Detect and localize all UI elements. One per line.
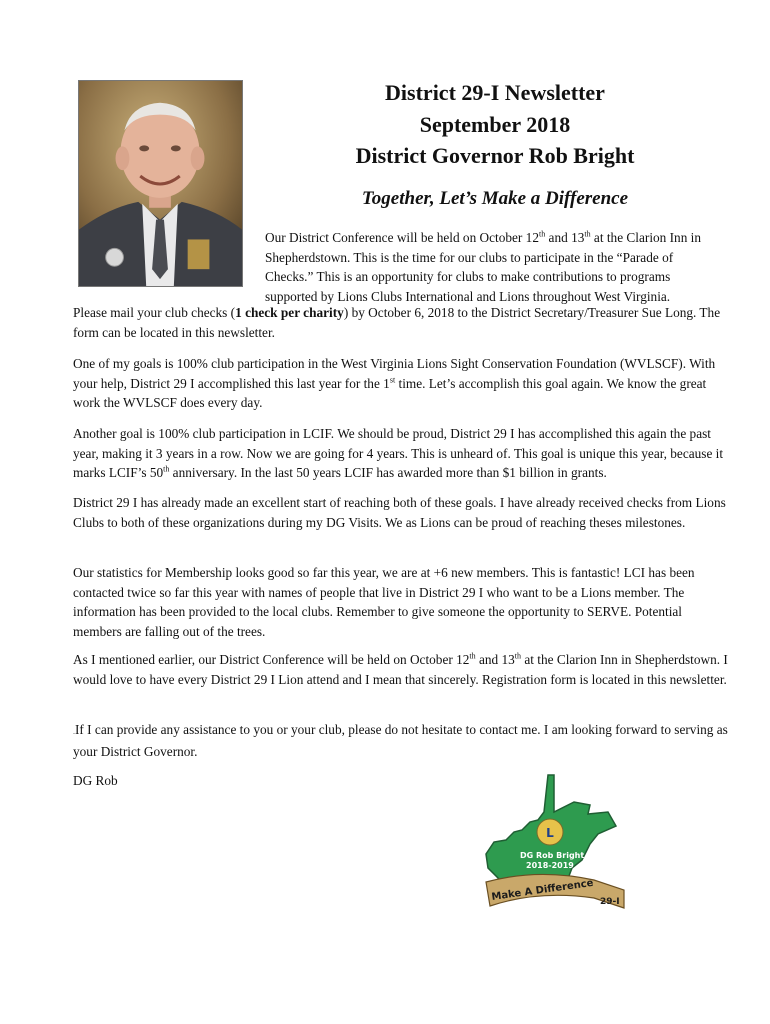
paragraph-text: at the Clarion Inn in Shepherdstown. I would love to have every District 29 I Lion attend and I mean that sincerely. Registration form is located in this newsletter. [73, 652, 728, 687]
svg-text:L: L [546, 826, 554, 840]
newsletter-date: September 2018 [419, 112, 571, 137]
district-label: 29-I [600, 897, 620, 907]
membership-paragraph: Our statistics for Membership looks good so far this year, we are at +6 new members. This is fantastic! LCI has been contacted twice so far this year with names of people that live in District 29 I who want to be a Lions member. The information has been provided to the local clubs. Remember to give someone the opportunity to SERVE. Potential members are falling out of the trees. [73, 565, 695, 639]
assistance-paragraph [73, 720, 733, 761]
intro-text: Please mail your club checks ( [73, 305, 236, 320]
ordinal-suffix: st [389, 375, 396, 385]
signature: DG Rob [73, 773, 118, 788]
paragraph-text: If I can provide any assistance to you or your club, please do not hesitate to contact me. I am looking forward to serving as your District Governor. [73, 722, 728, 759]
ordinal-suffix: th [163, 464, 170, 474]
ordinal-suffix: th [538, 229, 546, 239]
dg-pin-logo [478, 772, 630, 922]
intro-text: ) by October 6, 2018 to the District Secretary/Treasurer Sue Long. The form can be located in this newsletter. [73, 305, 721, 340]
ordinal-suffix: th [469, 651, 476, 661]
goals-paragraph: District 29 I has already made an excellent start of reaching both of these goals. I have already received checks from Lions Clubs to both of these organizations during my DG Visits. We as Lions can be proud of reaching theses milestones. [73, 495, 726, 530]
intro-paragraph [265, 228, 723, 306]
logo-years: 2018-2019 [526, 861, 574, 870]
intro-paragraph-continued [73, 303, 733, 342]
ordinal-suffix: th [584, 229, 591, 239]
paragraph-text: time. Let’s accomplish this goal again. We know the great work the WVLSCF does every day. [73, 375, 707, 411]
tagline: Together, Let’s Make a Difference [361, 188, 629, 209]
logo-name: DG Rob Bright [520, 851, 585, 860]
paragraph-text: Another goal is 100% club participation in LCIF. We should be proud, District 29 I has accomplished this again the past year, making it 3 years in a row. Now we are going for 4 years. This is unheard of. This goal is unique this year, because it marks LCIF’s 50 [73, 426, 724, 481]
paragraph-text: and 13 [475, 652, 515, 667]
intro-text: Our District Conference will be held on October 12 [265, 230, 539, 245]
emphasis-text: 1 check per charity [235, 305, 344, 320]
intro-text: at the Clarion Inn in Shepherdstown. This is the time for our clubs to participate in the “Parade of Checks.” This is an opportunity for clubs to make contributions to programs supported by Lions Clubs International and Lions throughout West Virginia. [265, 230, 702, 304]
banner-text: Make A Difference [490, 877, 595, 903]
newsletter-author: District Governor Rob Bright [355, 143, 635, 168]
paragraph-text: As I mentioned earlier, our District Conference will be held on October 12 [73, 652, 470, 667]
conference-paragraph [73, 650, 733, 689]
wvlscf-paragraph [73, 354, 733, 413]
ordinal-suffix: th [514, 651, 522, 661]
paragraph-text: One of my goals is 100% club participation in the West Virginia Lions Sight Conservation Foundation (WVLSCF). With your help, District 29 I accomplished this last year for the 1 [73, 356, 716, 391]
stray-mark: . [73, 727, 75, 736]
intro-text: and 13 [545, 230, 585, 245]
paragraph-text: anniversary. In the last 50 years LCIF has awarded more than $1 billion in grants. [169, 465, 607, 481]
lcif-paragraph [73, 424, 733, 483]
governor-photo [78, 80, 243, 287]
newsletter-title: District 29-I Newsletter [385, 80, 605, 105]
